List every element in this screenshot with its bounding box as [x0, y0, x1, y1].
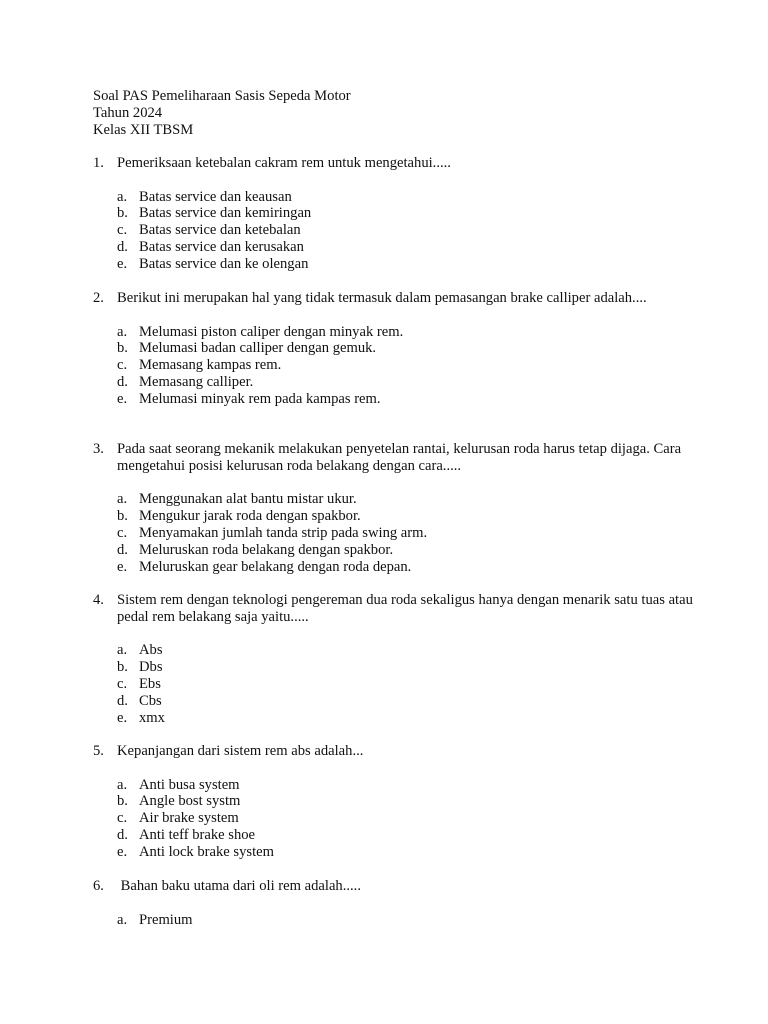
option-text: Meluruskan gear belakang dengan roda depan.	[139, 558, 412, 575]
option-letter: a.	[117, 188, 128, 205]
option-a	[117, 189, 693, 206]
question-number: 5.	[93, 743, 104, 759]
option-letter: b.	[117, 793, 128, 810]
option-b	[117, 340, 693, 357]
option-text: Melumasi minyak rem pada kampas rem.	[139, 390, 381, 407]
document-year: Tahun 2024	[93, 104, 163, 121]
option-list	[93, 491, 693, 575]
option-b	[117, 508, 693, 525]
option-letter: e.	[117, 255, 128, 272]
option-text: Batas service dan keausan	[139, 188, 292, 205]
option-b	[117, 793, 693, 810]
option-letter: e.	[117, 558, 128, 575]
question-2	[93, 290, 693, 408]
option-c	[117, 676, 693, 693]
document-title: Soal PAS Pemeliharaan Sasis Sepeda Motor	[93, 88, 351, 104]
option-text: Memasang calliper.	[139, 373, 254, 390]
option-letter: c.	[117, 357, 128, 374]
option-text: Abs	[139, 642, 163, 659]
option-b	[117, 205, 693, 222]
option-letter: d.	[117, 692, 128, 709]
option-letter: b.	[117, 508, 128, 525]
option-list	[93, 777, 693, 861]
option-letter: e.	[117, 709, 128, 726]
document-header	[93, 88, 351, 138]
question-text: Pada saat seorang mekanik melakukan penyetelan rantai, kelurusan roda harus tetap dijaga. Cara mengetahui posisi kelurusan roda belakang dengan cara.....	[117, 441, 685, 474]
question-text: Pemeriksaan ketebalan cakram rem untuk mengetahui.....	[117, 155, 451, 171]
option-c	[117, 357, 693, 374]
option-text: Anti busa system	[139, 776, 240, 793]
option-text: Memasang kampas rem.	[139, 357, 282, 374]
option-text: Batas service dan kemiringan	[139, 205, 312, 222]
option-a	[117, 777, 693, 794]
question-5	[93, 743, 693, 861]
option-letter: c.	[117, 524, 128, 541]
option-e	[117, 710, 693, 727]
question-3	[93, 441, 693, 575]
option-text: Anti lock brake system	[139, 843, 274, 860]
question-text: Kepanjangan dari sistem rem abs adalah...	[117, 743, 364, 759]
option-d	[117, 542, 693, 559]
question-text: Berikut ini merupakan hal yang tidak termasuk dalam pemasangan brake calliper adalah....	[117, 290, 647, 306]
option-e	[117, 559, 693, 576]
option-text: Air brake system	[139, 810, 239, 827]
option-text: Menggunakan alat bantu mistar ukur.	[139, 491, 357, 508]
option-c	[117, 525, 693, 542]
option-text: Batas service dan ketebalan	[139, 222, 301, 239]
option-d	[117, 827, 693, 844]
option-list	[93, 324, 693, 408]
option-list	[93, 189, 693, 273]
question-text: Bahan baku utama dari oli rem adalah.....	[117, 878, 361, 894]
document-class: Kelas XII TBSM	[93, 121, 194, 138]
option-c	[117, 810, 693, 827]
option-e	[117, 391, 693, 408]
option-text: Menyamakan jumlah tanda strip pada swing arm.	[139, 524, 428, 541]
option-a	[117, 642, 693, 659]
option-letter: b.	[117, 659, 128, 676]
option-letter: b.	[117, 205, 128, 222]
option-letter: d.	[117, 541, 128, 558]
option-e	[117, 844, 693, 861]
question-1	[93, 155, 693, 273]
question-number: 2.	[93, 290, 104, 306]
option-letter: c.	[117, 222, 128, 239]
option-d	[117, 693, 693, 710]
option-c	[117, 222, 693, 239]
option-a	[117, 324, 693, 341]
question-number: 6.	[93, 878, 104, 894]
option-letter: c.	[117, 810, 128, 827]
option-letter: a.	[117, 491, 128, 508]
option-text: Mengukur jarak roda dengan spakbor.	[139, 508, 361, 525]
option-letter: b.	[117, 340, 128, 357]
option-e	[117, 256, 693, 273]
option-text: Batas service dan kerusakan	[139, 238, 304, 255]
question-6	[93, 878, 693, 928]
option-list	[93, 912, 693, 929]
option-letter: e.	[117, 390, 128, 407]
question-number: 1.	[93, 155, 104, 171]
option-letter: a.	[117, 776, 128, 793]
option-letter: a.	[117, 911, 128, 928]
option-letter: c.	[117, 675, 128, 692]
option-text: Premium	[139, 911, 193, 928]
option-letter: a.	[117, 323, 128, 340]
option-letter: a.	[117, 642, 128, 659]
option-text: Angle bost systm	[139, 793, 241, 810]
option-text: Ebs	[139, 675, 161, 692]
question-number: 4.	[93, 592, 104, 608]
option-text: Dbs	[139, 659, 163, 676]
option-d	[117, 239, 693, 256]
option-a	[117, 912, 693, 929]
option-text: Melumasi piston caliper dengan minyak rem.	[139, 323, 404, 340]
question-4	[93, 592, 697, 726]
option-text: Meluruskan roda belakang dengan spakbor.	[139, 541, 394, 558]
option-text: xmx	[139, 709, 165, 726]
question-number: 3.	[93, 441, 104, 457]
option-letter: e.	[117, 843, 128, 860]
option-d	[117, 374, 693, 391]
option-text: Cbs	[139, 692, 162, 709]
question-text: Sistem rem dengan teknologi pengereman dua roda sekaligus hanya dengan menarik satu tuas atau pedal rem belakang saja yaitu.....	[117, 592, 697, 625]
option-text: Anti teff brake shoe	[139, 826, 256, 843]
option-text: Melumasi badan calliper dengan gemuk.	[139, 340, 377, 357]
option-a	[117, 491, 693, 508]
option-list	[93, 642, 693, 726]
option-text: Batas service dan ke olengan	[139, 255, 309, 272]
option-letter: d.	[117, 373, 128, 390]
option-letter: d.	[117, 238, 128, 255]
option-b	[117, 659, 693, 676]
option-letter: d.	[117, 826, 128, 843]
